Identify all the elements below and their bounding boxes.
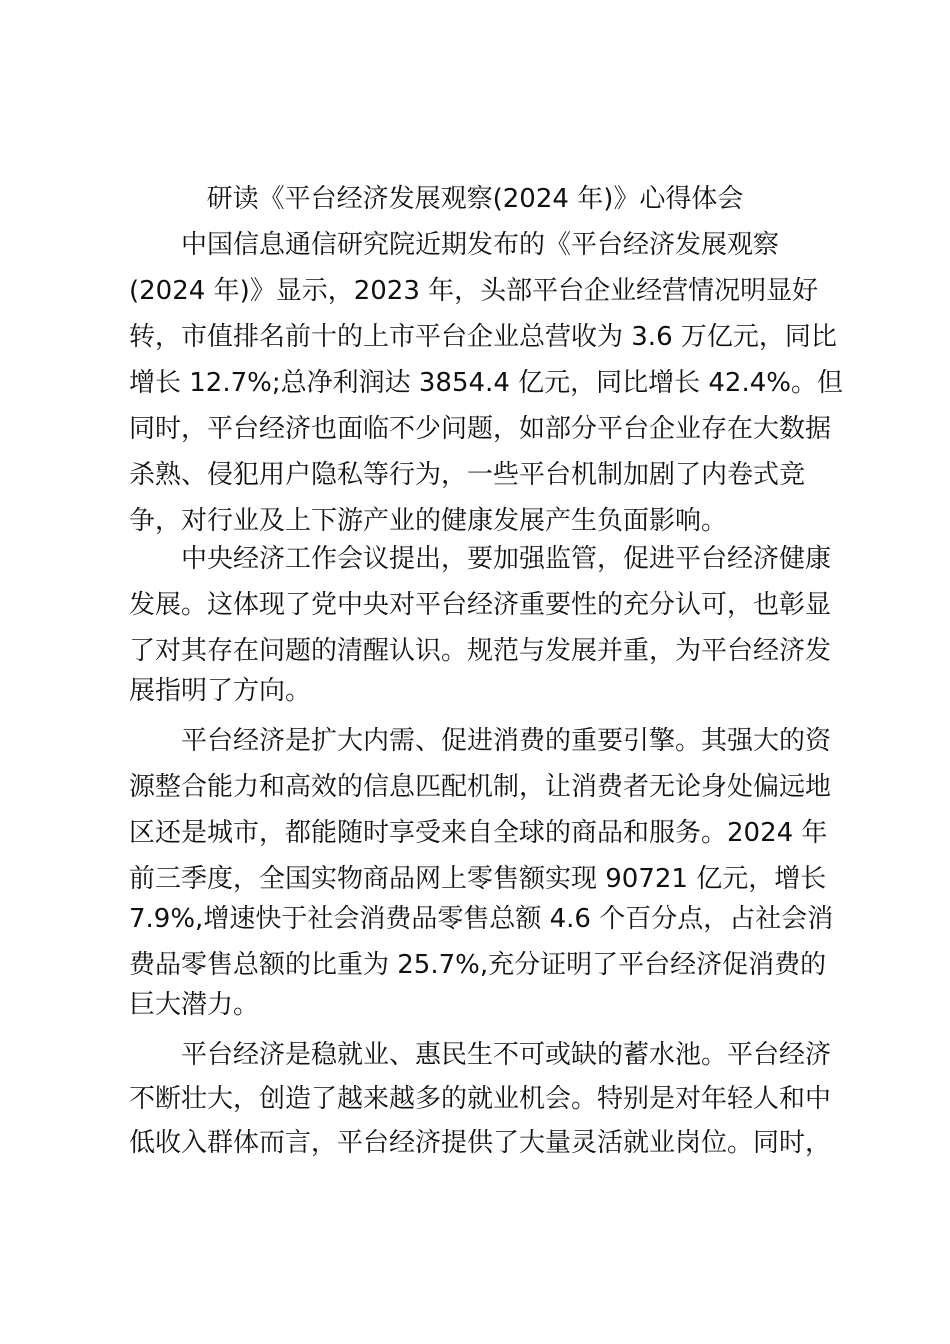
paragraph-3-line-7: 巨大潜力。 bbox=[129, 990, 260, 1020]
paragraph-1-line-6: 杀熟、侵犯用户隐私等行为，一些平台机制加剧了内卷式竞 bbox=[129, 460, 806, 490]
paragraph-4-line-1: 平台经济是稳就业、惠民生不可或缺的蓄水池。平台经济 bbox=[181, 1040, 832, 1070]
document-title: 研读《平台经济发展观察(2024 年)》心得体会 bbox=[206, 184, 744, 214]
paragraph-3-line-4: 前三季度，全国实物商品网上零售额实现 90721 亿元，增长 bbox=[129, 864, 827, 894]
paragraph-1-line-7: 争，对行业及上下游产业的健康发展产生负面影响。 bbox=[129, 506, 728, 536]
paragraph-1-line-3: 转，市值排名前十的上市平台企业总营收为 3.6 万亿元，同比 bbox=[129, 322, 837, 352]
paragraph-3-line-6: 费品零售总额的比重为 25.7%,充分证明了平台经济促消费的 bbox=[129, 950, 827, 980]
paragraph-2-line-1: 中央经济工作会议提出，要加强监管，促进平台经济健康 bbox=[181, 544, 832, 574]
paragraph-4-line-2: 不断壮大，创造了越来越多的就业机会。特别是对年轻人和中 bbox=[129, 1084, 832, 1114]
paragraph-2-line-2: 发展。这体现了党中央对平台经济重要性的充分认可，也彰显 bbox=[129, 590, 832, 620]
paragraph-3-line-2: 源整合能力和高效的信息匹配机制，让消费者无论身处偏远地 bbox=[129, 772, 832, 802]
paragraph-3-line-1: 平台经济是扩大内需、促进消费的重要引擎。其强大的资 bbox=[181, 726, 832, 756]
paragraph-3-line-3: 区还是城市，都能随时享受来自全球的商品和服务。2024 年 bbox=[129, 818, 828, 848]
paragraph-2-line-3: 了对其存在问题的清醒认识。规范与发展并重，为平台经济发 bbox=[129, 636, 832, 666]
paragraph-1-line-1: 中国信息通信研究院近期发布的《平台经济发展观察 bbox=[181, 230, 780, 260]
paragraph-1-line-2: (2024 年)》显示，2023 年，头部平台企业经营情况明显好 bbox=[129, 276, 819, 306]
paragraph-4-line-3: 低收入群体而言，平台经济提供了大量灵活就业岗位。同时， bbox=[129, 1128, 832, 1158]
paragraph-3-line-5: 7.9%,增速快于社会消费品零售总额 4.6 个百分点，占社会消 bbox=[129, 904, 834, 934]
paragraph-2-line-4: 展指明了方向。 bbox=[129, 676, 312, 706]
paragraph-1-line-5: 同时，平台经济也面临不少问题，如部分平台企业存在大数据 bbox=[129, 414, 832, 444]
paragraph-1-line-4: 增长 12.7%;总净利润达 3854.4 亿元，同比增长 42.4%。但 bbox=[129, 368, 843, 398]
